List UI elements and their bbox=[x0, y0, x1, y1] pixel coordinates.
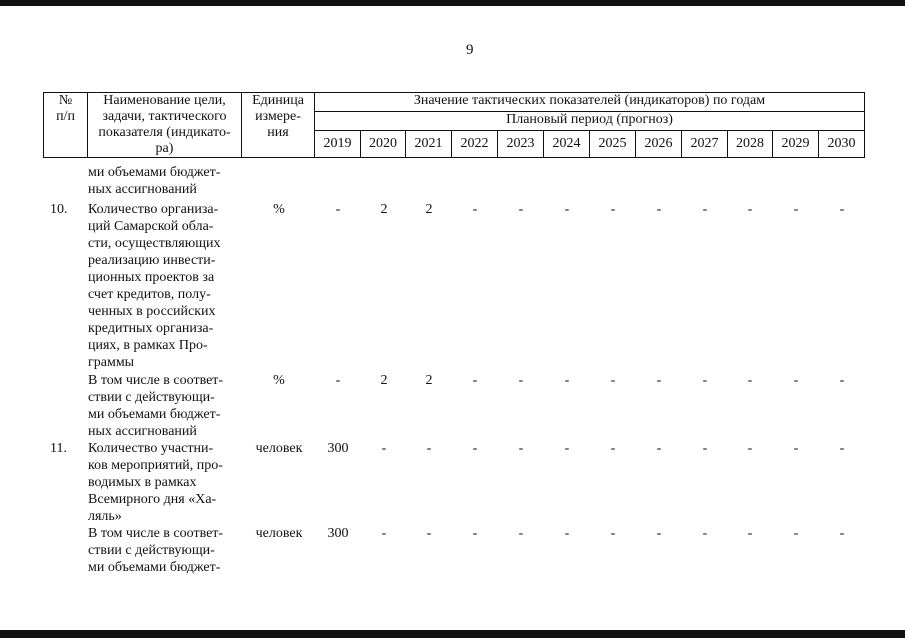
value-2029: - bbox=[793, 202, 799, 217]
value-2030: - bbox=[839, 526, 845, 541]
value-2026: - bbox=[656, 202, 662, 217]
row-11-name: Количество участни- ков мероприятий, про- водимых в рамках Всемирного дня «Ха- ляль» bbox=[88, 441, 223, 524]
value-2021: 2 bbox=[425, 202, 433, 217]
value-2030: - bbox=[839, 441, 845, 456]
header-year: 2024 bbox=[544, 131, 590, 158]
value-2028: - bbox=[747, 202, 753, 217]
header-year: 2022 bbox=[452, 131, 498, 158]
indicator-table-header bbox=[43, 92, 865, 158]
row-11-sub-name: В том числе в соответ- ствии с действующи- ми объемами бюджет- bbox=[88, 526, 224, 575]
row-10-sub-unit: % bbox=[273, 373, 285, 388]
value-2020: - bbox=[381, 526, 387, 541]
value-2028: - bbox=[747, 526, 753, 541]
value-2021: - bbox=[426, 526, 432, 541]
value-2027: - bbox=[702, 202, 708, 217]
value-2023: - bbox=[518, 202, 524, 217]
header-year: 2025 bbox=[590, 131, 636, 158]
value-2029: - bbox=[793, 373, 799, 388]
scan-border-top bbox=[0, 0, 905, 6]
value-2025: - bbox=[610, 441, 616, 456]
value-2025: - bbox=[610, 526, 616, 541]
header-col-name: Наименование цели, задачи, тактического показателя (индикато- ра) bbox=[88, 93, 242, 158]
header-year: 2019 bbox=[315, 131, 361, 158]
value-2019: 300 bbox=[327, 441, 349, 456]
value-2022: - bbox=[472, 441, 478, 456]
value-2024: - bbox=[564, 526, 570, 541]
value-2027: - bbox=[702, 441, 708, 456]
value-2022: - bbox=[472, 202, 478, 217]
value-2022: - bbox=[472, 526, 478, 541]
value-2026: - bbox=[656, 441, 662, 456]
header-year: 2026 bbox=[636, 131, 682, 158]
row-11-sub-unit: человек bbox=[255, 526, 303, 541]
row-continuation-name: ми объемами бюджет- ных ассигнований bbox=[88, 165, 221, 197]
header-year: 2027 bbox=[682, 131, 728, 158]
value-2023: - bbox=[518, 373, 524, 388]
value-2026: - bbox=[656, 373, 662, 388]
value-2024: - bbox=[564, 373, 570, 388]
header-planned-period: Плановый период (прогноз) bbox=[315, 112, 865, 131]
header-year: 2028 bbox=[728, 131, 773, 158]
value-2025: - bbox=[610, 373, 616, 388]
value-2019: - bbox=[335, 202, 341, 217]
value-2021: 2 bbox=[425, 373, 433, 388]
value-2028: - bbox=[747, 441, 753, 456]
row-10-number: 10. bbox=[50, 202, 68, 217]
value-2030: - bbox=[839, 202, 845, 217]
row-11-number: 11. bbox=[50, 441, 67, 456]
value-2024: - bbox=[564, 441, 570, 456]
scan-border-bottom bbox=[0, 630, 905, 638]
page-number: 9 bbox=[466, 42, 474, 58]
row-10-name: Количество организа- ций Самарской обла- сти, осуществляющих реализацию инвести- ционных проектов за счет кредитов, полу- ченных в российских кредитных организа- циях, в рамках Про- граммы bbox=[88, 202, 221, 370]
value-2029: - bbox=[793, 526, 799, 541]
value-2019: 300 bbox=[327, 526, 349, 541]
row-10-sub-name: В том числе в соответ- ствии с действующи- ми объемами бюджет- ных ассигнований bbox=[88, 373, 224, 439]
header-year: 2030 bbox=[819, 131, 865, 158]
value-2026: - bbox=[656, 526, 662, 541]
header-year: 2029 bbox=[773, 131, 819, 158]
value-2028: - bbox=[747, 373, 753, 388]
value-2020: 2 bbox=[380, 202, 388, 217]
header-col-unit: Единица измере- ния bbox=[242, 93, 315, 158]
value-2019: - bbox=[335, 373, 341, 388]
value-2020: - bbox=[381, 441, 387, 456]
header-values-title: Значение тактических показателей (индикаторов) по годам bbox=[315, 93, 865, 112]
header-year: 2023 bbox=[498, 131, 544, 158]
value-2024: - bbox=[564, 202, 570, 217]
row-10-unit: % bbox=[273, 202, 285, 217]
value-2023: - bbox=[518, 526, 524, 541]
row-11-unit: человек bbox=[255, 441, 303, 456]
value-2022: - bbox=[472, 373, 478, 388]
value-2029: - bbox=[793, 441, 799, 456]
header-year: 2021 bbox=[406, 131, 452, 158]
header-col-number: № п/п bbox=[44, 93, 88, 158]
value-2020: 2 bbox=[380, 373, 388, 388]
value-2021: - bbox=[426, 441, 432, 456]
value-2030: - bbox=[839, 373, 845, 388]
value-2027: - bbox=[702, 526, 708, 541]
header-year: 2020 bbox=[361, 131, 406, 158]
value-2027: - bbox=[702, 373, 708, 388]
value-2025: - bbox=[610, 202, 616, 217]
value-2023: - bbox=[518, 441, 524, 456]
